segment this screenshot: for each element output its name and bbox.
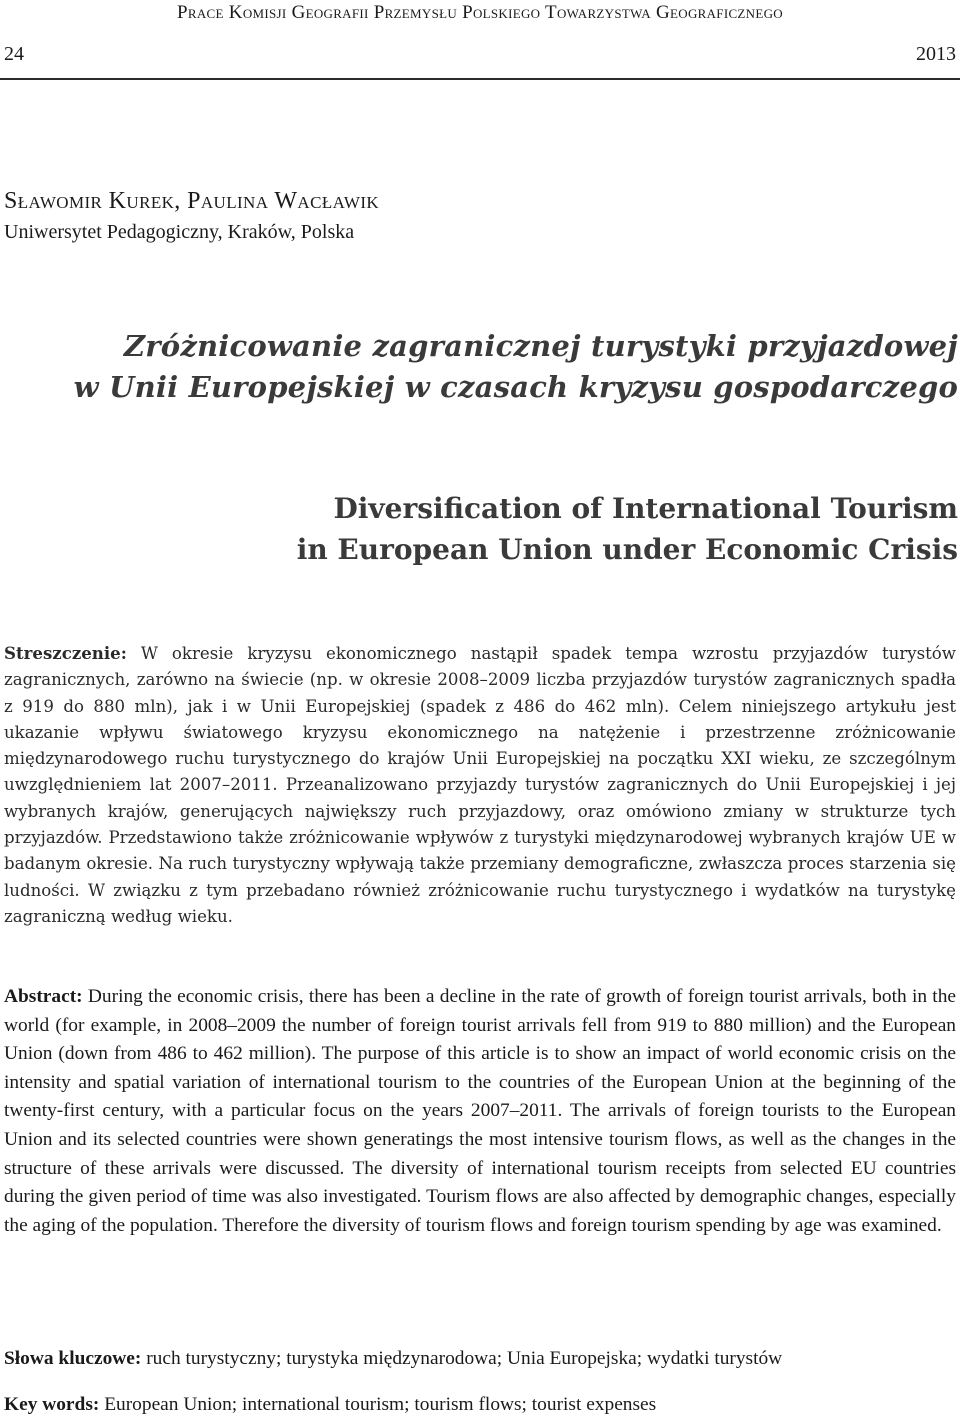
title-polish-line-2: w Unii Europejskiej w czasach kryzysu gospodarczego xyxy=(73,370,958,404)
title-polish xyxy=(74,326,958,408)
journal-title: Prace Komisji Geografii Przemysłu Polskiego Towarzystwa Geograficznego xyxy=(177,2,783,23)
keywords-polish xyxy=(4,1347,782,1371)
keywords-english-text: European Union; international tourism; tourism flows; tourist expenses xyxy=(104,1394,657,1415)
page-number: 24 xyxy=(4,43,24,65)
abstract-english xyxy=(4,983,956,1240)
abstract-polish-text: W okresie kryzysu ekonomicznego nastąpił spadek tempa wzrostu przyjazdów turystów zagranicznych, zarówno na świecie (np. w okresie 2008–2009 liczba przyjazdów turystów zagranicznych spadła z 919 do 880 mln), jak i w Unii Europejskiej (spadek z 486 do 462 mln). Celem niniejszego artykułu jest ukazanie wpływu światowego kryzysu ekonomicznego na natężenie i przestrzenne zróżnicowanie międzynarodowego ruchu turystycznego do krajów Unii Europejskiej na początku XXI wieku, ze szczególnym uwzględnieniem lat 2007–2011. Przeanalizowano przyjazdy turystów zagranicznych do Unii Europejskiej i jej wybranych krajów, generujących największy ruch przyjazdowy, oraz omówiono zmiany w strukturze tych przyjazdów. Przedstawiono także zróżnicowanie wpływów z turystyki międzynarodowej wybranych krajów UE w badanym okresie. Na ruch turystyczny wpływają także przemiany demograficzne, zwłaszcza proces starzenia się ludności. W związku z tym przebadano również zróżnicowanie ruchu turystycznego i wydatków na turystykę zagraniczną według wieku. xyxy=(4,644,956,926)
title-english-line-2: in European Union under Economic Crisis xyxy=(296,533,958,566)
title-polish-line-1: Zróżnicowanie zagranicznej turystyki przyjazdowej xyxy=(123,329,958,363)
author-names: Sławomir Kurek, Paulina Wacławik xyxy=(4,188,380,214)
keywords-english-label: Key words: xyxy=(4,1394,100,1415)
abstract-english-label: Abstract: xyxy=(4,986,83,1007)
keywords-polish-label: Słowa kluczowe: xyxy=(4,1348,142,1369)
keywords-polish-text: ruch turystyczny; turystyka międzynarodowa; Unia Europejska; wydatki turystów xyxy=(146,1348,783,1369)
abstract-english-text: During the economic crisis, there has been a decline in the rate of growth of foreign tourist arrivals, both in the world (for example, in 2008–2009 the number of foreign tourist arrivals fell from 919 to 880 million) and the European Union (down from 486 to 462 million). The purpose of this article is to show an impact of world economic crisis on the intensity and spatial variation of international tourism to the countries of the European Union at the beginning of the twenty-first century, with a particular focus on the years 2007–2011. The arrivals of foreign tourists to the European Union and its selected countries were shown generatings the most intensive tourism flows, as well as the changes in the structure of these arrivals were discussed. The diversity of international tourism receipts from selected EU countries during the given period of time was also investigated. Tourism flows are also affected by demographic changes, especially the aging of the population. Therefore the diversity of tourism flows and foreign tourism spending by age was examined. xyxy=(4,986,956,1236)
keywords-english xyxy=(4,1393,656,1417)
title-english xyxy=(297,488,958,570)
header-divider xyxy=(0,78,960,80)
title-english-line-1: Diversification of International Tourism xyxy=(333,492,958,525)
abstract-polish xyxy=(4,640,956,930)
author-affiliation: Uniwersytet Pedagogiczny, Kraków, Polska xyxy=(4,221,355,243)
abstract-polish-label: Streszczenie: xyxy=(4,643,127,663)
publication-year: 2013 xyxy=(916,43,956,65)
